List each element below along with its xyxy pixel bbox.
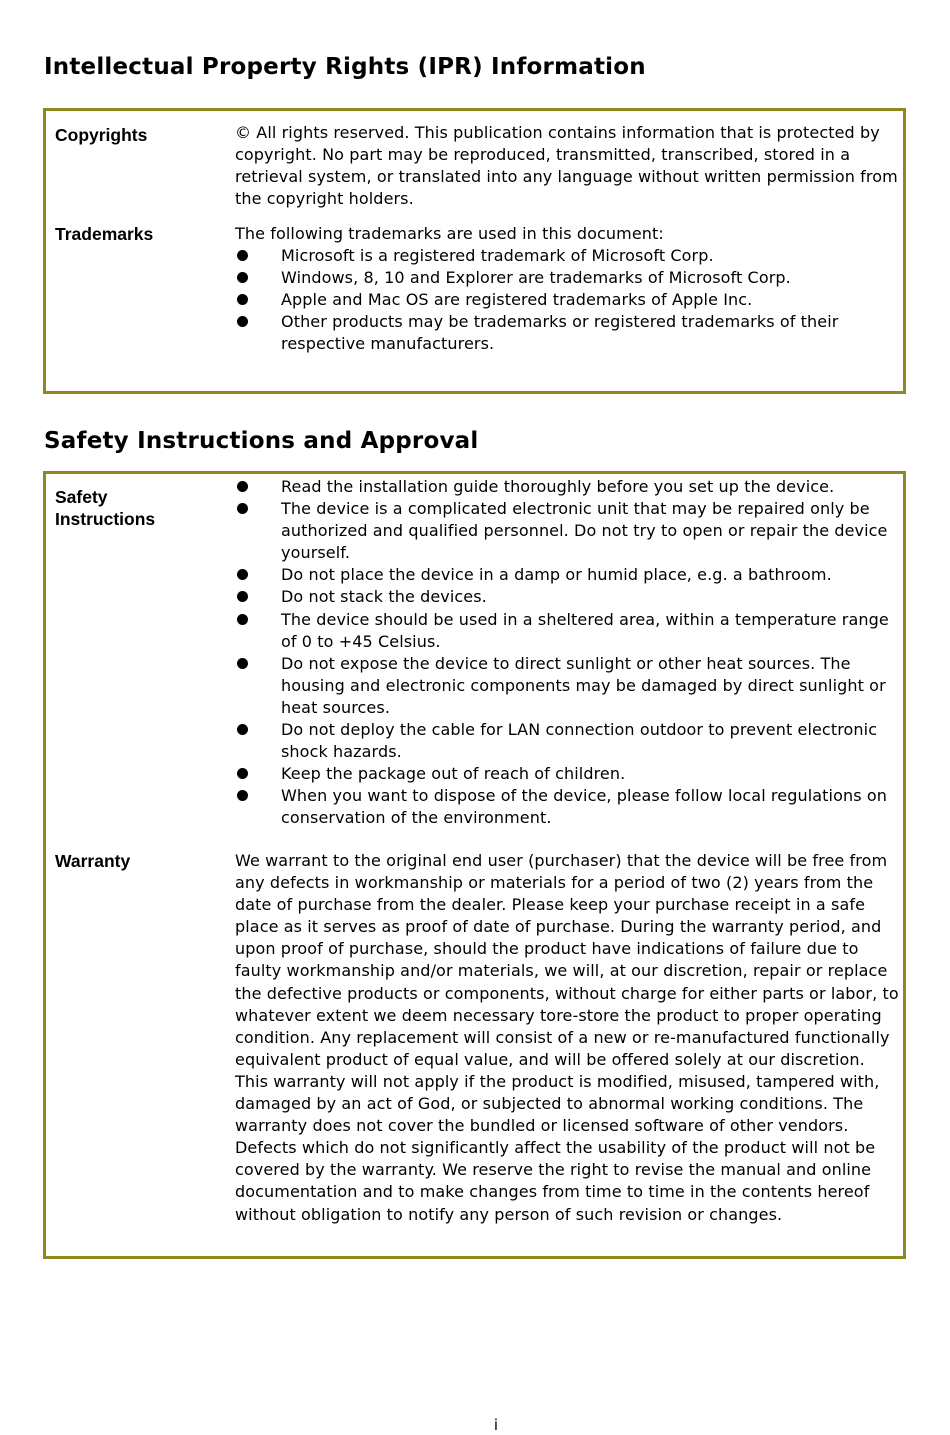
copyrights-text [235,122,903,210]
safety-instructions-list [235,476,903,830]
list-item: Apple and Mac OS are registered trademarks of Apple Inc. [235,289,903,311]
list-item: The device is a complicated electronic unit that may be repaired only be authorized and qualified personnel. Do not try to open or repair the device yourself. [235,498,903,564]
warranty-text [235,850,903,1226]
list-item: Do not stack the devices. [235,586,903,608]
safety-heading: Safety Instructions and Approval [44,428,479,454]
warranty-paragraph: We warrant to the original end user (purchaser) that the device will be free from any defects in workmanship or materials for a period of two (2) years from the date of purchase from the dealer. Please keep your purchase receipt in a safe place as it serves as proof of date of purchase. During the warranty period, and upon proof of purchase, should the product have indications of failure due to faulty workmanship and/or materials, we will, at our discretion, repair or replace the defective products or components, without charge for either parts or labor, to whatever extent we deem necessary tore-store the product to proper operating condition. Any replacement will consist of a new or re-manufactured functionally equivalent product of equal value, and will be offered solely at our discretion. This warranty will not apply if the product is modified, misused, tampered with, damaged by an act of God, or subjected to abnormal working conditions. The warranty does not cover the bundled or licensed software of other vendors. Defects which do not significantly affect the usability of the product will not be covered by the warranty. We reserve the right to revise the manual and online documentation and to make changes from time to time in the contents hereof without obligation to notify any person of such revision or changes. [235,851,899,1224]
copyrights-label: Copyrights [55,125,148,145]
list-item: Do not place the device in a damp or humid place, e.g. a bathroom. [235,564,903,586]
trademarks-text [235,223,903,356]
page-number: i [493,1416,499,1434]
trademarks-label: Trademarks [55,224,154,244]
safety-instructions-text [235,476,903,830]
trademarks-list [235,245,903,355]
list-item: Do not deploy the cable for LAN connection outdoor to prevent electronic shock hazards. [235,719,903,763]
list-item: When you want to dispose of the device, please follow local regulations on conservation of the environment. [235,785,903,829]
list-item: Read the installation guide thoroughly before you set up the device. [235,476,903,498]
ipr-heading: Intellectual Property Rights (IPR) Information [44,54,646,80]
list-item: The device should be used in a sheltered area, within a temperature range of 0 to +45 Celsius. [235,609,903,653]
list-item: Do not expose the device to direct sunlight or other heat sources. The housing and electronic components may be damaged by direct sunlight or heat sources. [235,653,903,719]
copyrights-paragraph: © All rights reserved. This publication contains information that is protected by copyright. No part may be reproduced, transmitted, transcribed, stored in a retrieval system, or translated into any language without written permission from the copyright holders. [235,123,898,209]
list-item: Windows, 8, 10 and Explorer are trademarks of Microsoft Corp. [235,267,903,289]
safety-box [43,471,906,1259]
safety-instructions-label: Safety Instructions [55,487,156,529]
list-item: Microsoft is a registered trademark of Microsoft Corp. [235,245,903,267]
list-item: Other products may be trademarks or registered trademarks of their respective manufacturers. [235,311,903,355]
trademarks-intro: The following trademarks are used in this document: [235,224,664,243]
ipr-box [43,108,906,394]
list-item: Keep the package out of reach of children. [235,763,903,785]
warranty-label: Warranty [55,851,131,871]
